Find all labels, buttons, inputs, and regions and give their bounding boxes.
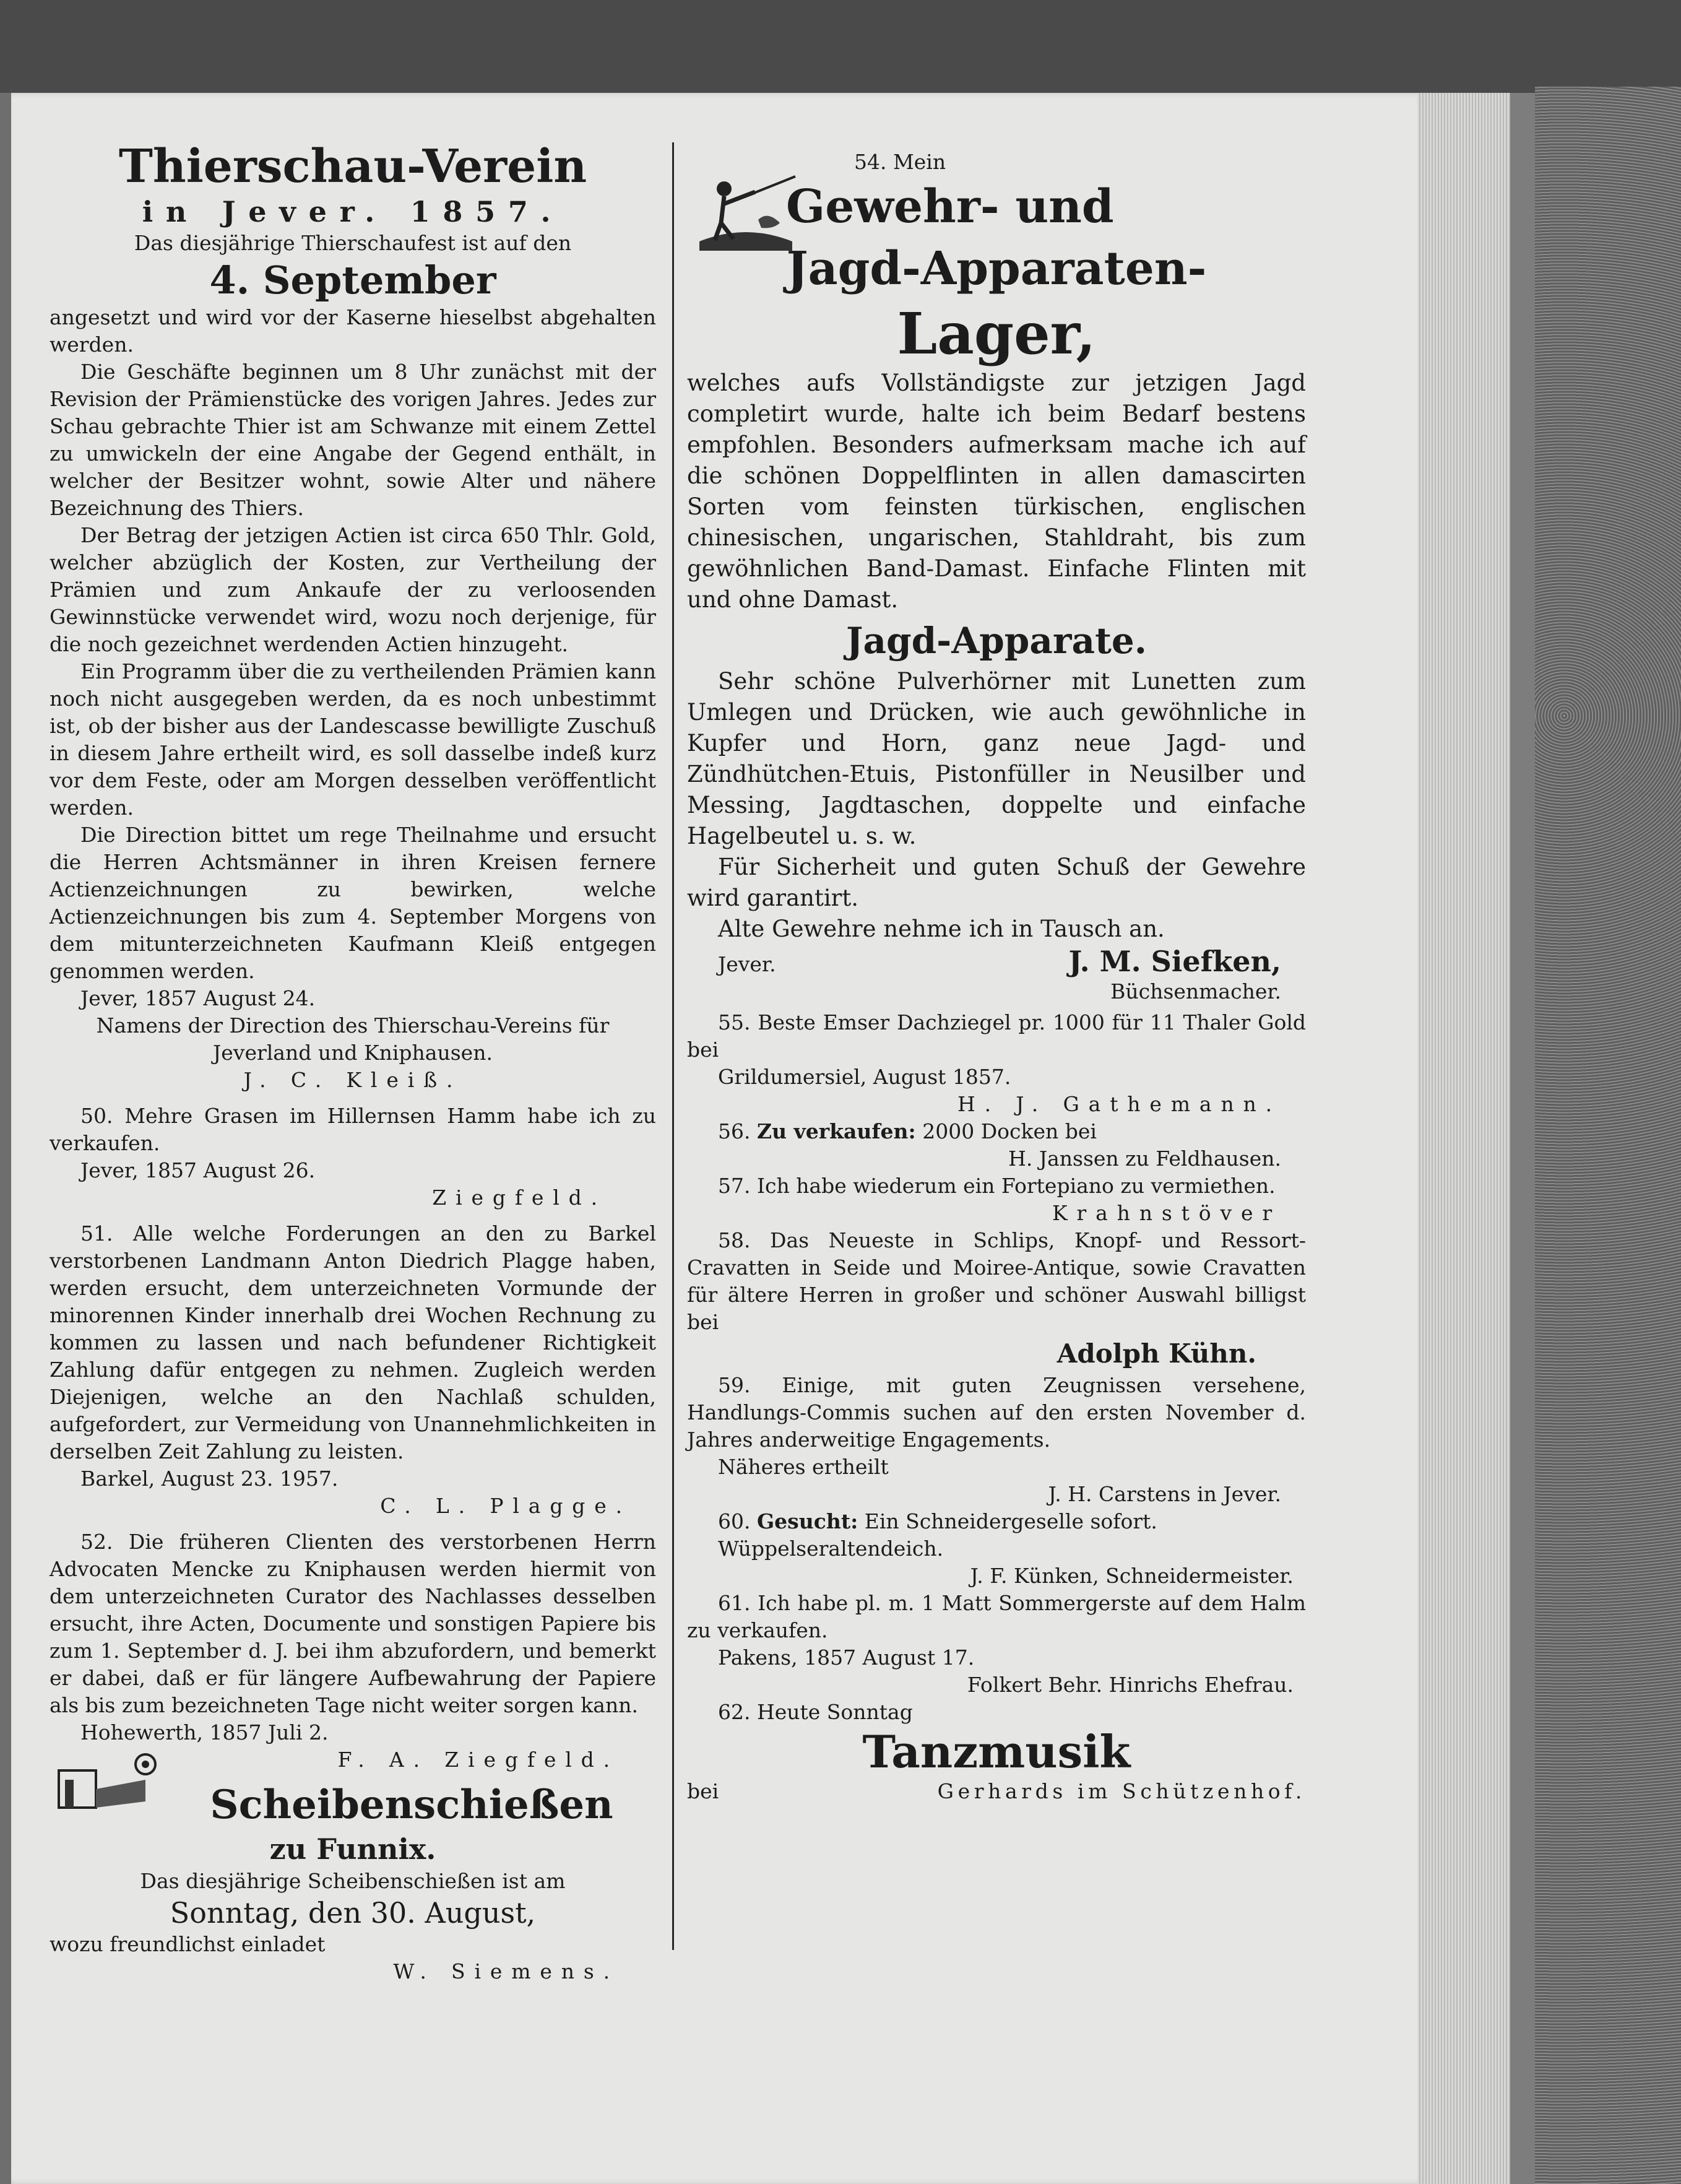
ad-paragraph: Der Betrag der jetzigen Actien ist circa 650 Thlr. Gold, welcher abzüglich der Kosten, zur Vertheilung der Prämien und zum Ankaufe der zu verloosenden Gewinnstücke verwendet wird, wozu noch derjenige, für die noch gezeichnet werdenden Actien hinzugeht.: [50, 523, 656, 656]
ad-number: 60.: [718, 1509, 751, 1533]
ad-date: Sonntag, den 30. August,: [170, 1896, 536, 1930]
book-cover: [1535, 87, 1681, 2184]
ad-text: 62. Heute Sonntag: [718, 1700, 913, 1724]
ad-text: 58. Das Neueste in Schlips, Knopf- und Ressort-Cravatten in Seide und Moiree-Antique, sowie Cravatten für ältere Herren in großer und schöner Auswahl billigst bei: [687, 1228, 1306, 1334]
column-divider: [672, 142, 674, 1950]
ad-subheading: zu Funnix.: [269, 1832, 436, 1866]
ad-52: [50, 1528, 656, 1774]
signature: Folkert Behr. Hinrichs Ehefrau.: [967, 1673, 1294, 1697]
ad-text-rest: 2000 Docken bei: [922, 1119, 1097, 1143]
ad-heading: Thierschau-Verein: [118, 140, 587, 193]
ad-thierschau: [50, 139, 656, 1094]
ad-57: [687, 1172, 1306, 1227]
ad-text: Das diesjährige Scheibenschießen ist am: [140, 1869, 566, 1893]
signature: Krahnstöver: [1052, 1201, 1281, 1225]
right-column: [687, 111, 1306, 1805]
ad-heading: Jagd-Apparaten-: [786, 242, 1207, 295]
ad-text: [687, 1118, 1306, 1145]
ad-date: 4. September: [209, 258, 496, 303]
ad-text: 52. Die früheren Clienten des verstorbenen Herrn Advocaten Mencke zu Kniphausen werden hiermit von dem unterzeichneten Curator des Nachlasses desselben ersucht, ihre Acten, Documente und sonstigen Papiere bis zum 1. September d. J. bei ihm abzufordern, und bemerkt er dabei, daß er für längere Aufbewahrung der Papiere als bis zum bezeichneten Tage nicht weiter sorgen kann.: [50, 1530, 656, 1717]
signature: F. A. Ziegfeld.: [337, 1748, 619, 1772]
ad-61: [687, 1590, 1306, 1699]
shooting-target-icon: [53, 1746, 158, 1820]
signature: J. F. Künken, Schneidermeister.: [970, 1564, 1294, 1588]
signature: Ziegfeld.: [432, 1185, 607, 1210]
place: Jever.: [718, 952, 776, 976]
ad-text: 50. Mehre Grasen im Hillernsen Hamm habe ich zu verkaufen.: [50, 1104, 656, 1155]
place-date: Hohewerth, 1857 Juli 2.: [80, 1720, 329, 1744]
ad-59: [687, 1372, 1306, 1508]
place-date: Grildumersiel, August 1857.: [718, 1065, 1011, 1089]
ad-60: [687, 1508, 1306, 1590]
ad-number: 54. Mein: [854, 150, 946, 174]
place: Wüppelseraltendeich.: [718, 1536, 944, 1561]
ad-55: [687, 1009, 1306, 1118]
trade: Büchsenmacher.: [1110, 979, 1281, 1003]
facing-page-edge: [0, 93, 11, 2184]
ad-subheading: Jagd-Apparate.: [846, 620, 1147, 662]
ad-heading: Lager,: [897, 300, 1096, 367]
signature: H. Janssen zu Feldhausen.: [1008, 1146, 1281, 1171]
ad-text: 55. Beste Emser Dachziegel pr. 1000 für 11 Thaler Gold bei: [687, 1010, 1306, 1062]
signature-line: Namens der Direction des Thierschau-Vereins für: [96, 1013, 610, 1038]
ad-heading: Scheibenschießen: [210, 1782, 613, 1828]
ad-intro: Das diesjährige Thierschaufest ist auf den: [134, 231, 572, 255]
signature-row: [687, 1778, 1306, 1805]
ad-50: [50, 1103, 656, 1211]
ad-subheading: in Jever. 1857.: [142, 195, 564, 228]
ad-62: [687, 1699, 1306, 1805]
signature-row: [687, 945, 1306, 978]
ad-keyword: Gesucht:: [756, 1509, 858, 1533]
ad-51: [50, 1220, 656, 1520]
page-stack-shadow: [1510, 93, 1535, 2184]
place-date: Jever, 1857 August 26.: [80, 1158, 316, 1182]
ad-text: 51. Alle welche Forderungen an den zu Barkel verstorbenen Landmann Anton Diedrich Plagge haben, werden ersucht, dem unterzeichneten Vormunde der minorennen Kinder innerhalb drei Wochen Rechnung zu kommen zu lassen und nach befundener Richtigkeit Zahlung dafür entgegen zu nehmen. Zugleich werden Diejenigen, welche an den Nachlaß schulden, aufgefordert, zur Vermeidung von Unannehmlichkeiten in derselben Zeit Zahlung zu leisten.: [50, 1221, 656, 1463]
ad-paragraph: Die Geschäfte beginnen um 8 Uhr zunächst mit der Revision der Prämienstücke des vorigen Jahres. Jedes zur Schau gebrachte Thier ist am Schwanze mit einem Zettel zu umwickeln der eine Angabe der Gegend enthält, in welcher der Besitzer wohnt, sowie Alter und nähere Bezeichnung des Thiers.: [50, 360, 656, 520]
page-stack-edge: [1417, 93, 1510, 2184]
ad-text: bei: [687, 1779, 719, 1803]
signature: J. H. Carstens in Jever.: [1048, 1482, 1281, 1506]
ad-paragraph: welches aufs Vollständigste zur jetzigen Jagd completirt wurde, halte ich beim Bedarf bestens empfohlen. Besonders aufmerksam mache ich auf die schönen Doppelflinten in allen damascirten Sorten vom feinsten türkischen, englischen chinesischen, ungarischen, Stahldraht, bis zum gewöhnlichen Band-Damast. Einfache Flinten mit und ohne Damast.: [687, 370, 1306, 613]
left-column: [50, 111, 656, 1985]
place-date: Pakens, 1857 August 17.: [718, 1645, 975, 1670]
ad-text: [687, 1508, 1306, 1535]
ad-text: 61. Ich habe pl. m. 1 Matt Sommergerste auf dem Halm zu verkaufen.: [687, 1591, 1306, 1642]
ad-text: Näheres ertheilt: [718, 1455, 889, 1479]
ad-56: [687, 1118, 1306, 1172]
ad-number: 56.: [718, 1119, 751, 1143]
ad-keyword: Zu verkaufen:: [756, 1119, 916, 1143]
ad-paragraph: Alte Gewehre nehme ich in Tausch an.: [718, 916, 1165, 942]
ad-text-rest: Ein Schneidergeselle sofort.: [864, 1509, 1157, 1533]
ad-54: [687, 149, 1306, 1005]
place-date: Barkel, August 23. 1957.: [80, 1467, 339, 1491]
ad-text: wozu freundlichst einladet: [50, 1932, 326, 1956]
signature: J. C. Kleiß.: [243, 1068, 462, 1092]
signature: Adolph Kühn.: [1057, 1338, 1256, 1369]
place-date: Jever, 1857 August 24.: [80, 986, 316, 1010]
signature-line: Jeverland und Kniphausen.: [213, 1041, 493, 1065]
ad-text: 57. Ich habe wiederum ein Fortepiano zu vermiethen.: [718, 1174, 1276, 1198]
signature: J. M. Siefken,: [1068, 945, 1281, 978]
ad-heading: Gewehr- und: [786, 180, 1114, 233]
signature: Gerhards im Schützenhof.: [937, 1779, 1306, 1803]
ad-paragraph: Die Direction bittet um rege Theilnahme und ersucht die Herren Achtsmänner in ihren Kreisen fernere Actienzeichnungen zu bewirken, welche Actienzeichnungen bis zum 4. September Morgens von dem mitunterzeichneten Kaufmann Kleiß entgegen genommen werden.: [50, 823, 656, 983]
ad-text: 59. Einige, mit guten Zeugnissen versehene, Handlungs-Commis suchen auf den ersten November d. Jahres anderweitige Engagements.: [687, 1373, 1306, 1452]
ad-58: [687, 1227, 1306, 1372]
ad-paragraph: Sehr schöne Pulverhörner mit Lunetten zum Umlegen und Drücken, wie auch gewöhnliche in Kupfer und Horn, ganz neue Jagd- und Zündhütchen-Etuis, Pistonfüller in Neusilber und Messing, Jagdtaschen, doppelte und einfache Hagelbeutel u. s. w.: [687, 668, 1306, 849]
ad-paragraph: Ein Programm über die zu vertheilenden Prämien kann noch nicht ausgegeben werden, da es noch unbestimmt ist, ob der bisher aus der Landescasse bewilligte Zuschuß in diesem Jahre ertheilt wird, es soll dasselbe indeß kurz vor dem Feste, oder am Morgen desselben veröffentlicht werden.: [50, 659, 656, 820]
signature: W. Siemens.: [393, 1959, 619, 1983]
ad-paragraph: angesetzt und wird vor der Kaserne hieselbst abgehalten werden.: [50, 305, 656, 357]
ad-paragraph: Für Sicherheit und guten Schuß der Gewehre wird garantirt.: [687, 854, 1306, 911]
signature: C. L. Plagge.: [380, 1494, 631, 1518]
signature: H. J. Gathemann.: [957, 1092, 1281, 1116]
ad-heading: Tanzmusik: [862, 1725, 1131, 1778]
